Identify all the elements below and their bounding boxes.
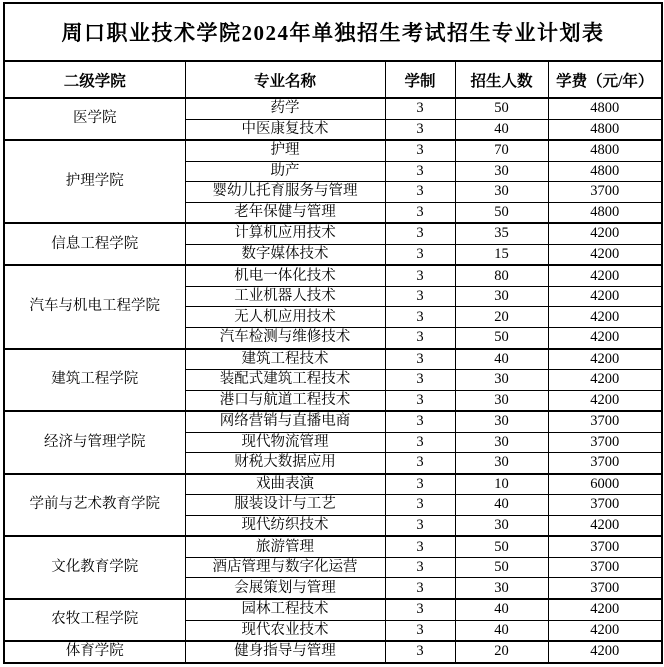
college-cell: 学前与艺术教育学院 [4, 474, 185, 537]
tuition-fee-cell: 4200 [548, 327, 662, 348]
tuition-fee-cell: 4800 [548, 161, 662, 182]
college-cell: 医学院 [4, 98, 185, 140]
study-duration-cell: 3 [385, 140, 455, 161]
major-name-cell: 工业机器人技术 [185, 286, 385, 307]
table-row [4, 223, 662, 244]
enrollment-count-cell: 50 [455, 98, 548, 119]
table-row [4, 599, 662, 620]
table-row [4, 98, 662, 119]
enrollment-count-cell: 30 [455, 161, 548, 182]
study-duration-cell: 3 [385, 202, 455, 223]
study-duration-cell: 3 [385, 223, 455, 244]
tuition-fee-cell: 3700 [548, 578, 662, 599]
enrollment-count-cell: 40 [455, 620, 548, 641]
study-duration-cell: 3 [385, 641, 455, 663]
tuition-fee-cell: 4200 [548, 223, 662, 244]
major-name-cell: 机电一体化技术 [185, 265, 385, 286]
tuition-fee-cell: 4200 [548, 515, 662, 536]
tuition-fee-cell: 4800 [548, 140, 662, 161]
enrollment-count-cell: 40 [455, 349, 548, 370]
major-name-cell: 装配式建筑工程技术 [185, 370, 385, 391]
college-cell: 信息工程学院 [4, 223, 185, 265]
enrollment-count-cell: 50 [455, 536, 548, 557]
enrollment-count-cell: 50 [455, 327, 548, 348]
college-cell: 建筑工程学院 [4, 349, 185, 412]
table-row [4, 349, 662, 370]
tuition-fee-cell: 4200 [548, 244, 662, 265]
college-cell: 农牧工程学院 [4, 599, 185, 641]
table-body [4, 98, 662, 663]
major-name-cell: 婴幼儿托育服务与管理 [185, 182, 385, 203]
major-name-cell: 网络营销与直播电商 [185, 411, 385, 432]
enrollment-count-cell: 30 [455, 370, 548, 391]
table-row [4, 474, 662, 495]
tuition-fee-cell: 4200 [548, 620, 662, 641]
study-duration-cell: 3 [385, 307, 455, 328]
enrollment-count-cell: 30 [455, 515, 548, 536]
col-header-duration: 学制 [385, 61, 455, 98]
major-name-cell: 港口与航道工程技术 [185, 390, 385, 411]
study-duration-cell: 3 [385, 515, 455, 536]
major-name-cell: 中医康复技术 [185, 119, 385, 140]
enrollment-count-cell: 35 [455, 223, 548, 244]
study-duration-cell: 3 [385, 265, 455, 286]
title-row [4, 3, 662, 61]
major-name-cell: 服装设计与工艺 [185, 495, 385, 516]
admission-plan-table [3, 2, 663, 664]
major-name-cell: 戏曲表演 [185, 474, 385, 495]
enrollment-count-cell: 30 [455, 411, 548, 432]
enrollment-count-cell: 40 [455, 599, 548, 620]
major-name-cell: 现代物流管理 [185, 432, 385, 453]
study-duration-cell: 3 [385, 161, 455, 182]
college-cell: 汽车与机电工程学院 [4, 265, 185, 348]
table-row [4, 536, 662, 557]
tuition-fee-cell: 3700 [548, 411, 662, 432]
major-name-cell: 园林工程技术 [185, 599, 385, 620]
tuition-fee-cell: 3700 [548, 182, 662, 203]
tuition-fee-cell: 4800 [548, 98, 662, 119]
tuition-fee-cell: 6000 [548, 474, 662, 495]
study-duration-cell: 3 [385, 349, 455, 370]
major-name-cell: 酒店管理与数字化运营 [185, 557, 385, 578]
enrollment-count-cell: 70 [455, 140, 548, 161]
college-cell: 经济与管理学院 [4, 411, 185, 474]
study-duration-cell: 3 [385, 536, 455, 557]
tuition-fee-cell: 3700 [548, 453, 662, 474]
enrollment-count-cell: 15 [455, 244, 548, 265]
enrollment-count-cell: 40 [455, 119, 548, 140]
study-duration-cell: 3 [385, 599, 455, 620]
tuition-fee-cell: 4200 [548, 599, 662, 620]
study-duration-cell: 3 [385, 327, 455, 348]
major-name-cell: 数字媒体技术 [185, 244, 385, 265]
page-title: 周口职业技术学院2024年单独招生考试招生专业计划表 [4, 3, 662, 61]
enrollment-count-cell: 20 [455, 641, 548, 663]
table-row [4, 411, 662, 432]
tuition-fee-cell: 3700 [548, 557, 662, 578]
study-duration-cell: 3 [385, 286, 455, 307]
college-cell: 体育学院 [4, 641, 185, 663]
tuition-fee-cell: 4200 [548, 370, 662, 391]
table-row [4, 265, 662, 286]
enrollment-count-cell: 30 [455, 286, 548, 307]
enrollment-count-cell: 80 [455, 265, 548, 286]
major-name-cell: 健身指导与管理 [185, 641, 385, 663]
study-duration-cell: 3 [385, 182, 455, 203]
college-cell: 文化教育学院 [4, 536, 185, 599]
col-header-enrollment: 招生人数 [455, 61, 548, 98]
tuition-fee-cell: 4200 [548, 307, 662, 328]
tuition-fee-cell: 3700 [548, 536, 662, 557]
study-duration-cell: 3 [385, 390, 455, 411]
col-header-major: 专业名称 [185, 61, 385, 98]
enrollment-count-cell: 30 [455, 453, 548, 474]
enrollment-count-cell: 30 [455, 578, 548, 599]
tuition-fee-cell: 4800 [548, 119, 662, 140]
table-row [4, 641, 662, 663]
tuition-fee-cell: 3700 [548, 432, 662, 453]
study-duration-cell: 3 [385, 495, 455, 516]
enrollment-count-cell: 30 [455, 182, 548, 203]
tuition-fee-cell: 4200 [548, 286, 662, 307]
major-name-cell: 现代农业技术 [185, 620, 385, 641]
study-duration-cell: 3 [385, 244, 455, 265]
major-name-cell: 计算机应用技术 [185, 223, 385, 244]
major-name-cell: 药学 [185, 98, 385, 119]
tuition-fee-cell: 4200 [548, 349, 662, 370]
tuition-fee-cell: 3700 [548, 495, 662, 516]
study-duration-cell: 3 [385, 453, 455, 474]
study-duration-cell: 3 [385, 557, 455, 578]
college-cell: 护理学院 [4, 140, 185, 223]
study-duration-cell: 3 [385, 411, 455, 432]
study-duration-cell: 3 [385, 370, 455, 391]
study-duration-cell: 3 [385, 119, 455, 140]
enrollment-count-cell: 50 [455, 202, 548, 223]
table-row [4, 140, 662, 161]
tuition-fee-cell: 4800 [548, 202, 662, 223]
col-header-college: 二级学院 [4, 61, 185, 98]
enrollment-count-cell: 30 [455, 432, 548, 453]
major-name-cell: 财税大数据应用 [185, 453, 385, 474]
enrollment-count-cell: 20 [455, 307, 548, 328]
major-name-cell: 护理 [185, 140, 385, 161]
enrollment-count-cell: 10 [455, 474, 548, 495]
study-duration-cell: 3 [385, 474, 455, 495]
major-name-cell: 汽车检测与维修技术 [185, 327, 385, 348]
major-name-cell: 老年保健与管理 [185, 202, 385, 223]
tuition-fee-cell: 4200 [548, 641, 662, 663]
major-name-cell: 现代纺织技术 [185, 515, 385, 536]
enrollment-count-cell: 40 [455, 495, 548, 516]
major-name-cell: 旅游管理 [185, 536, 385, 557]
major-name-cell: 会展策划与管理 [185, 578, 385, 599]
col-header-tuition: 学费（元/年） [548, 61, 662, 98]
study-duration-cell: 3 [385, 98, 455, 119]
enrollment-count-cell: 30 [455, 390, 548, 411]
tuition-fee-cell: 4200 [548, 390, 662, 411]
study-duration-cell: 3 [385, 432, 455, 453]
enrollment-count-cell: 50 [455, 557, 548, 578]
tuition-fee-cell: 4200 [548, 265, 662, 286]
major-name-cell: 助产 [185, 161, 385, 182]
major-name-cell: 无人机应用技术 [185, 307, 385, 328]
major-name-cell: 建筑工程技术 [185, 349, 385, 370]
column-header-row [4, 61, 662, 98]
study-duration-cell: 3 [385, 620, 455, 641]
study-duration-cell: 3 [385, 578, 455, 599]
